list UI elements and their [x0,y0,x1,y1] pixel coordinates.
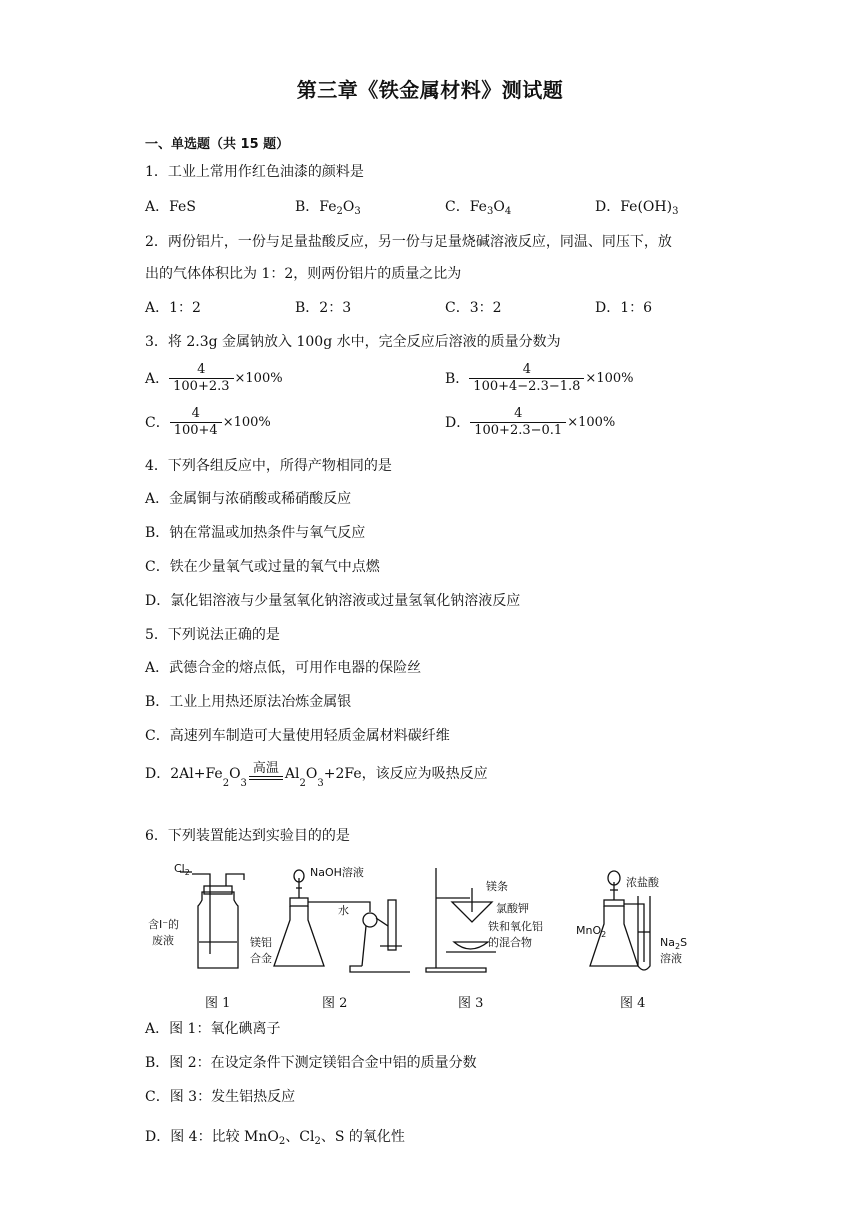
section-heading: 一、单选题（共 15 题） [145,137,290,152]
svg-text:水: 水 [338,904,349,917]
q5-option-d: D．2Al+Fe 2 O 3 高温 Al 2 O 3 +2Fe，该反应为吸热反应 [145,761,488,789]
q6-option-d: D．图 4：比较 MnO$_2$、$Cl_2$、S 的氧化性 [145,1129,405,1147]
svg-text:Cl2: $Cl_2$ [174,862,190,877]
question-6-stem: 6．下列装置能达到实验目的的是 [145,828,350,844]
q1-option-b: B．$Fe_2O_3$ [295,199,361,217]
svg-text:含I⁻的: 含I⁻的 [148,918,180,931]
q2-option-d: D．1：6 [595,300,653,316]
q6-option-b: B．图 2：在设定条件下测定镁铝合金中铝的质量分数 [145,1055,477,1071]
q2-option-b: B．2：3 [295,300,352,316]
q1-option-c: C．$Fe_3O_4$ [445,199,512,217]
q1-option-a: A．FeS [145,199,196,215]
svg-text:溶液: 溶液 [660,952,682,965]
q4-option-b: B．钠在常温或加热条件与氧气反应 [145,525,366,541]
q6-option-a: A．图 1：氧化碘离子 [145,1021,281,1037]
q5-option-c: C．高速列车制造可大量使用轻质金属材料碳纤维 [145,728,450,744]
figure-4-label: 图 4 [620,996,646,1011]
q6-option-c: C．图 3：发生铝热反应 [145,1089,296,1105]
question-5-stem: 5．下列说法正确的是 [145,627,280,643]
q3-option-b: B． $\frac{4}{100+4-2.3-1.8}$ ×100% [445,362,634,394]
svg-text:的混合物: 的混合物 [488,936,532,949]
q2-option-c: C．3：2 [445,300,502,316]
question-3-stem: 3．将 2.3g 金属钠放入 100g 水中，完全反应后溶液的质量分数为 [145,334,561,350]
q5-option-a: A．武德合金的熔点低，可用作电器的保险丝 [145,660,422,676]
svg-text:MnO2: MnO$_2$ [576,924,607,939]
svg-text:废液: 废液 [152,934,174,947]
question-4-stem: 4．下列各组反应中，所得产物相同的是 [145,458,392,474]
svg-text:镁铝: 镁铝 [250,936,272,949]
svg-text:氯酸钾: 氯酸钾 [496,902,529,915]
figure-3-label: 图 3 [458,996,484,1011]
svg-text:Na2S: $Na_2S$ [660,936,688,951]
q1-option-d: D．$Fe(OH)_3$ [595,199,679,217]
question-2-stem-line2: 出的气体体积比为 1：2，则两份铝片的质量之比为 [145,266,462,282]
q3-option-c: C． $\frac{4}{100+4}$ ×100% [145,406,271,438]
page-title: 第三章《铁金属材料》测试题 [296,78,564,102]
svg-text:镁条: 镁条 [486,880,508,893]
figure-1-gas-bottle [180,872,244,968]
figure-1-label: 图 1 [205,996,231,1011]
q5-option-b: B．工业上用热还原法冶炼金属银 [145,694,352,710]
q4-option-a: A．金属铜与浓硝酸或稀硝酸反应 [145,491,352,507]
question-2-stem-line1: 2．两份铝片，一份与足量盐酸反应，另一份与足量烧碱溶液反应，同温、同压下，放 [145,234,672,250]
apparatus-diagram [140,862,720,982]
question-1-stem: 1．工业上常用作红色油漆的颜料是 [145,164,364,180]
q4-option-c: C．铁在少量氧气或过量的氧气中点燃 [145,559,380,575]
svg-text:NaOH溶液: NaOH溶液 [310,866,364,879]
q3-option-a: A． $\frac{4}{100+2.3}$ ×100% [145,362,283,394]
figure-2-flask [274,870,410,972]
svg-text:浓盐酸: 浓盐酸 [626,876,659,889]
q2-option-a: A．1：2 [145,300,201,316]
q4-option-d: D．氯化铝溶液与少量氢氧化钠溶液或过量氢氧化钠溶液反应 [145,593,521,609]
svg-text:合金: 合金 [250,952,272,965]
q3-option-d: D． $\frac{4}{100+2.3-0.1}$ ×100% [445,406,616,438]
reaction-condition: 高温 [249,762,283,784]
svg-text:铁和氧化铝: 铁和氧化铝 [488,920,543,933]
figure-2-label: 图 2 [322,996,348,1011]
